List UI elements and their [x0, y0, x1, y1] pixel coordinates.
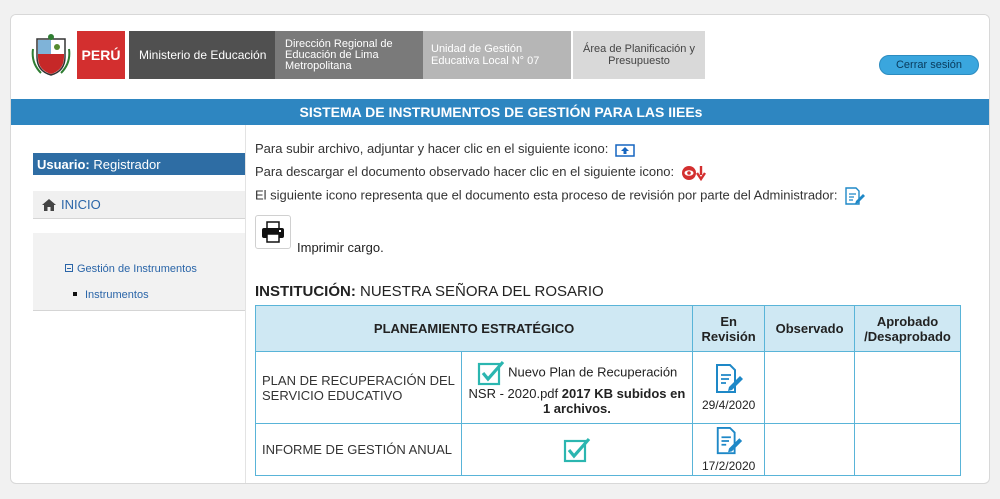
dre-label: Dirección Regional de Educación de Lima Metropolitana — [275, 31, 423, 79]
area-label: Área de Planificación y Presupuesto — [573, 31, 705, 79]
approved-cell — [855, 352, 961, 424]
upload-instruction — [255, 141, 635, 157]
upload-icon — [615, 143, 635, 157]
upload-instruction-text: Para subir archivo, adjuntar y hacer clic en el siguiente icono: — [255, 141, 609, 156]
review-icon[interactable] — [713, 363, 745, 395]
download-observed-icon — [681, 165, 709, 181]
review-date: 29/4/2020 — [701, 398, 756, 412]
table-row — [256, 352, 961, 424]
print-button[interactable] — [255, 215, 291, 249]
instruments-table — [255, 305, 961, 476]
print-label: Imprimir cargo. — [297, 240, 384, 255]
sidebar-item-instruments-label: Instrumentos — [85, 289, 149, 301]
review-icon[interactable] — [713, 426, 745, 456]
review-cell — [693, 424, 765, 476]
institution-label: INSTITUCIÓN: — [255, 283, 356, 300]
institution-heading — [255, 283, 604, 300]
sidebar-group-instruments[interactable] — [65, 263, 197, 275]
observed-cell — [765, 352, 855, 424]
page-frame — [10, 14, 990, 484]
checkbox-checked-icon[interactable] — [477, 360, 505, 386]
review-instruction-text: El siguiente icono representa que el documento esta proceso de revisión por parte del Administrador: — [255, 187, 838, 203]
ugel-label: Unidad de Gestión Educativa Local N° 07 — [423, 31, 571, 79]
printer-icon — [261, 221, 285, 243]
system-title: SISTEMA DE INSTRUMENTOS DE GESTIÓN PARA LAS IIEEs — [11, 99, 990, 125]
document-cell — [461, 352, 693, 424]
peru-badge: PERÚ — [77, 31, 127, 79]
review-instruction — [255, 187, 866, 205]
bullet-icon — [73, 292, 77, 296]
approved-cell — [855, 424, 961, 476]
sidebar-item-home-label: INICIO — [61, 197, 101, 212]
sidebar-item-instruments[interactable] — [73, 289, 149, 301]
home-icon — [41, 198, 57, 212]
document-size: 2017 KB subidos en 1 archivos. — [542, 385, 686, 416]
table-row — [256, 424, 961, 476]
column-header: En Revisión — [693, 306, 765, 352]
table-header-row — [256, 306, 961, 352]
review-date: 17/2/2020 — [701, 459, 756, 473]
collapse-icon — [65, 264, 73, 272]
header — [11, 15, 990, 99]
document-filename[interactable]: Nuevo Plan de Recuperación NSR - 2020.pdf — [468, 363, 678, 401]
checkbox-checked-icon[interactable] — [563, 437, 591, 463]
observed-cell — [765, 424, 855, 476]
download-instruction — [255, 164, 709, 181]
user-role: Registrador — [93, 157, 161, 172]
instrument-name: INFORME DE GESTIÓN ANUAL — [256, 424, 462, 476]
sidebar-item-home[interactable] — [33, 191, 245, 219]
instrument-name: PLAN DE RECUPERACIÓN DEL SERVICIO EDUCATIVO — [256, 352, 462, 424]
sidebar-group-label: Gestión de Instrumentos — [77, 263, 197, 275]
logout-button[interactable]: Cerrar sesión — [879, 55, 979, 75]
download-instruction-text: Para descargar el documento observado hacer clic en el siguiente icono: — [255, 164, 675, 179]
user-label: Usuario: — [37, 157, 90, 172]
column-header: Observado — [765, 306, 855, 352]
review-cell — [693, 352, 765, 424]
review-icon — [844, 187, 866, 205]
ministry-label: Ministerio de Educación — [129, 31, 275, 79]
institution-name: NUESTRA SEÑORA DEL ROSARIO — [360, 283, 604, 300]
column-header: PLANEAMIENTO ESTRATÉGICO — [256, 306, 693, 352]
divider — [245, 125, 246, 484]
document-cell — [461, 424, 693, 476]
column-header: Aprobado /Desaprobado — [855, 306, 961, 352]
sidebar-menu — [33, 233, 245, 311]
user-panel — [33, 153, 245, 175]
coat-of-arms-logo — [31, 33, 71, 77]
